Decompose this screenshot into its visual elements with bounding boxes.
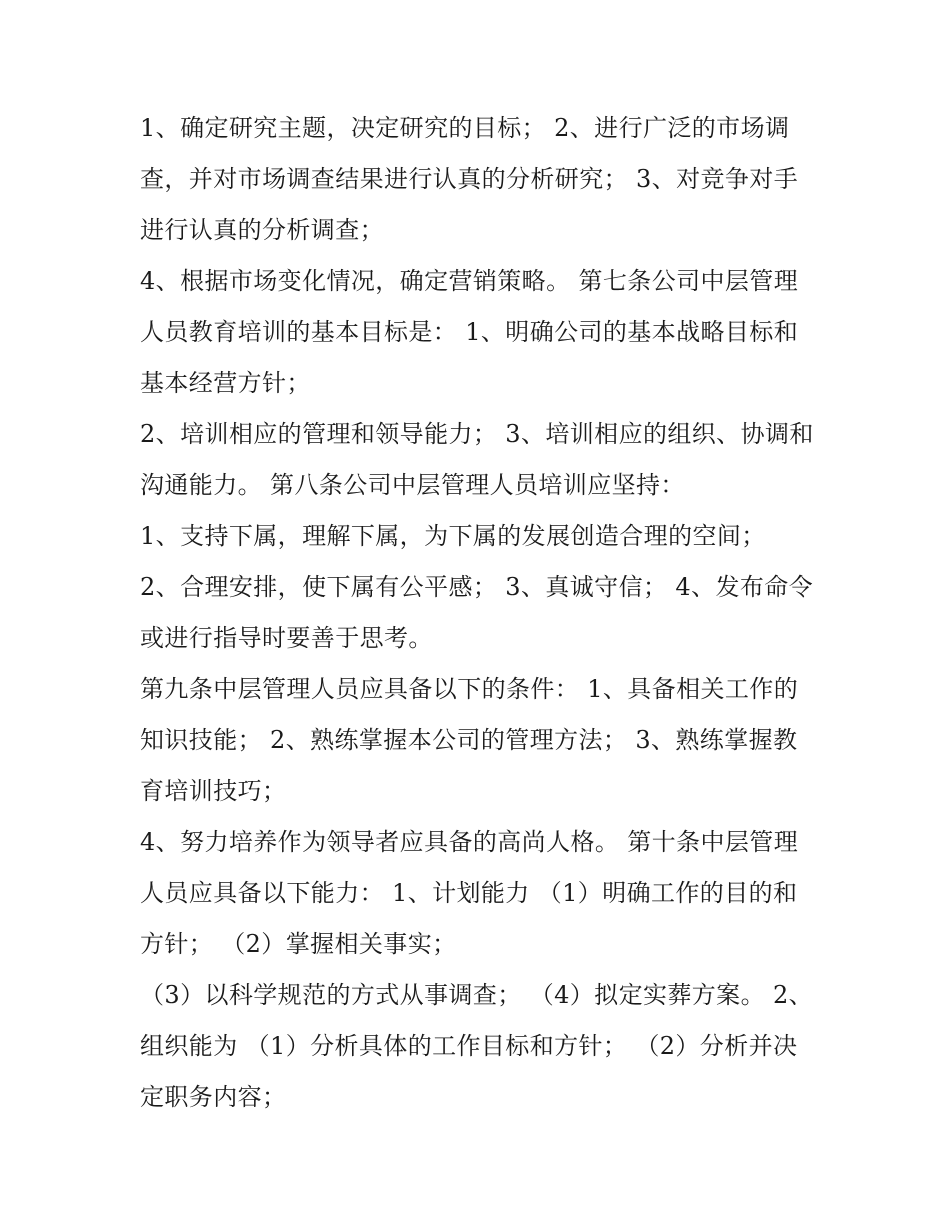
paragraph-article-9: 第九条中层管理人员应具备以下的条件： 1、具备相关工作的知识技能； 2、熟练掌握本公司的管理方法； 3、熟练掌握教育培训技巧； <box>140 675 799 805</box>
paragraph-fair-arrangement: 2、合理安排，使下属有公平感； 3、真诚守信； 4、发布命令或进行指导时要善于思考。 <box>140 573 814 652</box>
paragraph-article-10: 4、努力培养作为领导者应具备的高尚人格。 第十条中层管理人员应具备以下能力： 1、计划能力 （1）明确工作的目的和方针； （2）掌握相关事实； <box>140 828 799 958</box>
document-body <box>140 103 820 1123</box>
paragraph-support-subordinates: 1、支持下属，理解下属，为下属的发展创造合理的空间； <box>140 522 766 550</box>
paragraph-article-7: 4、根据市场变化情况，确定营销策略。 第七条公司中层管理人员教育培训的基本目标是： 1、明确公司的基本战略目标和基本经营方针； <box>140 267 799 397</box>
paragraph-organizing-ability: （3）以科学规范的方式从事调查； （4）拟定实葬方案。 2、组织能为 （1）分析具体的工作目标和方针； （2）分析并决定职务内容； <box>140 981 814 1111</box>
paragraph-research-steps: 1、确定研究主题，决定研究的目标； 2、进行广泛的市场调查，并对市场调查结果进行认真的分析研究； 3、对竞争对手进行认真的分析调查； <box>140 114 799 244</box>
paragraph-article-8: 2、培训相应的管理和领导能力； 3、培训相应的组织、协调和沟通能力。 第八条公司中层管理人员培训应坚持： <box>140 420 814 499</box>
